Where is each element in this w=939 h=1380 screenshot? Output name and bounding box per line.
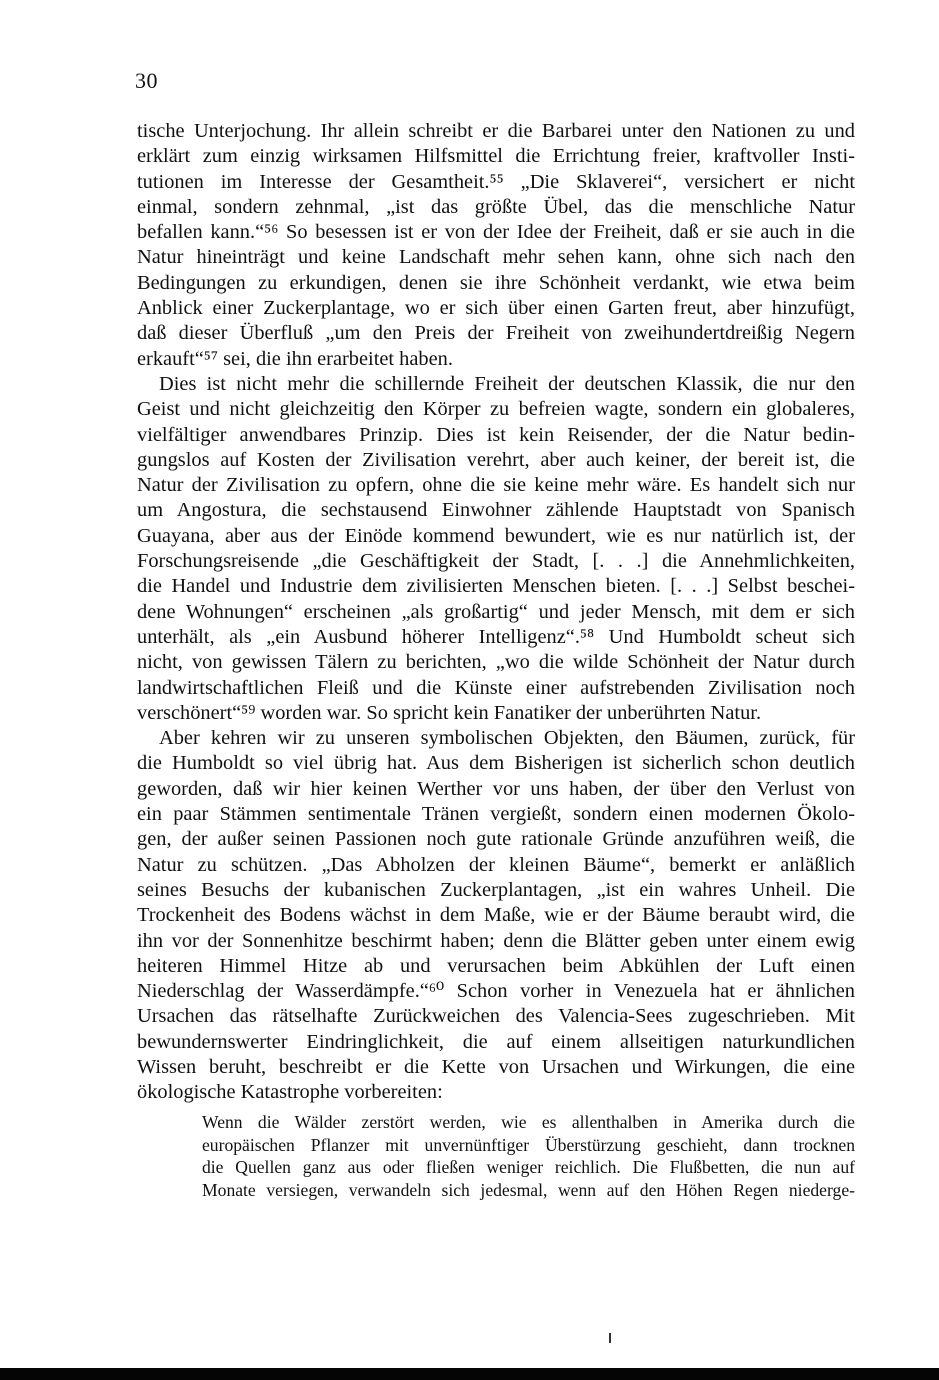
text-line: ihn vor der Sonnenhitze beschirmt haben; denn die Blätter geben unter einem ewig: [137, 929, 855, 952]
text-line: erklärt zum einzig wirksamen Hilfsmittel die Errichtung freier, kraftvoller Insti-: [137, 145, 855, 168]
text-line: Anblick einer Zuckerplantage, wo er sich über einen Garten freut, aber hinzufügt,: [137, 297, 855, 320]
text-line: seines Besuchs der kubanischen Zuckerplantagen, „ist ein wahres Unheil. Die: [137, 878, 855, 901]
paragraph-3: [137, 726, 855, 1105]
text-line: geworden, daß wir hier keinen Werther vor uns haben, der über den Verlust von: [137, 777, 855, 800]
text-line: tische Unterjochung. Ihr allein schreibt er die Barbarei unter den Nationen zu und: [137, 120, 855, 142]
text-line: Dies ist nicht mehr die schillernde Freiheit der deutschen Klassik, die nur den: [159, 372, 855, 395]
block-quote: [202, 1111, 855, 1201]
text-line: Natur der Zivilisation zu opfern, ohne die sie keine mehr wäre. Es handelt sich nur: [137, 474, 855, 497]
text-line: befallen kann.“⁵⁶ So besessen ist er von der Idee der Freiheit, daß er sie auch in die: [137, 221, 855, 244]
text-line: nicht, von gewissen Tälern zu berichten, „wo die wilde Schönheit der Natur durch: [137, 651, 855, 674]
text-line: verschönert“⁵⁹ worden war. So spricht kein Fanatiker der unberührten Natur.: [137, 701, 762, 724]
text-line: Natur zu schützen. „Das Abholzen der kleinen Bäume“, bemerkt er anläßlich: [137, 853, 855, 876]
text-line: bewundernswerter Eindringlichkeit, die auf einem allseitigen naturkundlichen: [137, 1030, 855, 1053]
text-line: daß dieser Überfluß „um den Preis der Freiheit von zweihundertdreißig Negern: [137, 322, 855, 345]
text-line: einmal, sondern zehnmal, „ist das größte Übel, das die menschliche Natur: [137, 195, 855, 218]
text-line: landwirtschaftlichen Fleiß und die Künste einer aufstrebenden Zivilisation noch: [137, 676, 855, 699]
scan-edge-border: [0, 1368, 939, 1380]
text-line: Trockenheit des Bodens wächst in dem Maße, wie er der Bäume beraubt wird, die: [137, 904, 855, 927]
text-line: tutionen im Interesse der Gesamtheit.⁵⁵ „Die Sklaverei“, versichert er nicht: [137, 170, 855, 193]
text-line: um Angostura, die sechstausend Einwohner zählende Hauptstadt von Spanisch: [137, 499, 855, 522]
text-line: vielfältiger anwendbares Prinzip. Dies ist kein Reisender, der die Natur bedin-: [137, 423, 855, 446]
text-line: Guayana, aber aus der Einöde kommend bewundert, wie es nur natürlich ist, der: [137, 524, 855, 547]
body-text: [137, 119, 855, 1106]
text-line: Wissen beruht, beschreibt er die Kette von Ursachen und Wirkungen, die eine: [137, 1055, 855, 1078]
text-line: die Humboldt so viel übrig hat. Aus dem Bisherigen ist sicherlich schon deutlich: [137, 752, 855, 775]
text-line: dene Wohnungen“ erscheinen „als großartig“ und jeder Mensch, mit dem er sich: [137, 600, 855, 623]
text-line: Geist und nicht gleichzeitig den Körper zu befreien wagte, sondern ein globaleres,: [137, 398, 855, 421]
quote-line: die Quellen ganz aus oder fließen weniger reichlich. Die Flußbetten, die nun auf: [202, 1157, 855, 1177]
text-line: die Handel und Industrie dem zivilisierten Menschen bieten. [. . .] Selbst beschei-: [137, 575, 855, 598]
text-line: Niederschlag der Wasserdämpfe.“⁶⁰ Schon vorher in Venezuela hat er ähnlichen: [137, 980, 855, 1003]
paragraph-1: [137, 119, 855, 372]
text-line: ökologische Katastrophe vorbereiten:: [137, 1081, 443, 1104]
page-number: 30: [135, 68, 158, 93]
quote-line: Wenn die Wälder zerstört werden, wie es allenthalben in Amerika durch die: [202, 1112, 855, 1132]
text-line: Ursachen das rätselhafte Zurückweichen des Valencia-Sees zugeschrieben. Mit: [137, 1005, 855, 1028]
text-line: gungslos auf Kosten der Zivilisation verehrt, aber auch keiner, der bereit ist, die: [137, 448, 855, 471]
text-line: unterhält, als „ein Ausbund höherer Intelligenz“.⁵⁸ Und Humboldt scheut sich: [137, 625, 855, 648]
text-line: gen, der außer seinen Passionen noch gute rationale Gründe anzuführen weiß, die: [137, 828, 855, 851]
text-line: erkauft“⁵⁷ sei, die ihn erarbeitet haben.: [137, 347, 453, 370]
text-line: Aber kehren wir zu unseren symbolischen Objekten, den Bäumen, zurück, für: [159, 727, 855, 750]
text-line: Forschungsreisende „die Geschäftigkeit der Stadt, [. . .] die Annehmlichkeiten,: [137, 550, 855, 573]
quote-line: europäischen Pflanzer mit unvernünftiger Überstürzung geschieht, dann trocknen: [202, 1134, 855, 1155]
text-line: heiteren Himmel Hitze ab und verursachen beim Abkühlen der Luft einen: [137, 954, 855, 977]
text-line: Natur hineinträgt und keine Landschaft mehr sehen kann, ohne sich nach den: [137, 246, 855, 269]
quote-line: Monate versiegen, verwandeln sich jedesmal, wenn auf den Höhen Regen niederge-: [202, 1179, 855, 1200]
text-line: Bedingungen zu erkundigen, denen sie ihre Schönheit verdankt, wie etwa beim: [137, 271, 855, 294]
scan-mark: [609, 1333, 611, 1343]
paragraph-2: [137, 372, 855, 726]
text-line: ein paar Stämmen sentimentale Tränen vergießt, sondern einen modernen Ökolo-: [137, 803, 855, 826]
